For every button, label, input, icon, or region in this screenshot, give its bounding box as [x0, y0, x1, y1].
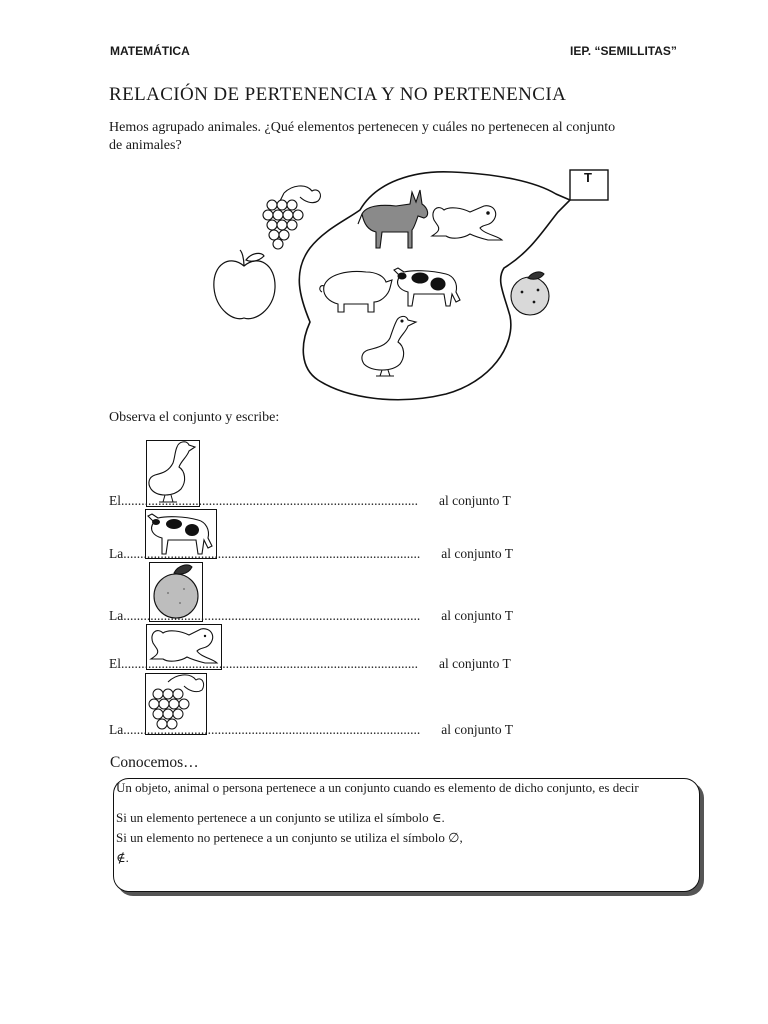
school-label: IEP. “SEMILLITAS”	[570, 44, 677, 58]
subject-label: MATEMÁTICA	[110, 44, 190, 58]
cow-icon	[394, 268, 460, 306]
apple-icon	[214, 250, 275, 319]
exercise-article: La	[109, 722, 124, 737]
definition-line-3: Si un elemento no pertenece a un conjunto se utiliza el símbolo ∅,	[116, 830, 463, 845]
duck-icon	[362, 316, 416, 376]
orange-icon	[511, 272, 549, 315]
conocemos-heading: Conocemos…	[110, 754, 199, 771]
exercise-article: La	[109, 608, 124, 623]
exercise-row-3	[109, 608, 513, 624]
answer-blank[interactable]: ........................................................................................	[123, 608, 421, 623]
definition-line-1: Un objeto, animal o persona pertenece a un conjunto cuando es elemento de dicho conjunto, es decir	[116, 780, 639, 795]
set-label: T	[584, 170, 592, 185]
instruction-text: Observa el conjunto y escribe:	[109, 410, 280, 425]
exercise-article: El	[109, 493, 121, 508]
exercise-row-5	[109, 722, 513, 738]
intro-text: Hemos agrupado animales. ¿Qué elementos pertenecen y cuáles no pertenecen al conjunto de animales?	[109, 120, 616, 153]
grapes-icon	[263, 186, 320, 249]
pig-icon	[320, 272, 392, 312]
exercise-suffix: al conjunto T	[439, 656, 511, 671]
definition-line-4: ∉.	[116, 850, 129, 865]
answer-blank[interactable]: ........................................................................................	[123, 722, 421, 737]
exercise-suffix: al conjunto T	[441, 608, 513, 623]
exercise-suffix: al conjunto T	[441, 722, 513, 737]
exercise-suffix: al conjunto T	[441, 546, 513, 561]
exercise-article: La	[109, 546, 124, 561]
answer-blank[interactable]: ........................................................................................	[121, 493, 418, 508]
exercise-row-1	[109, 493, 511, 509]
answer-blank[interactable]: ........................................................................................	[121, 656, 418, 671]
exercise-row-4	[109, 656, 511, 672]
exercise-row-2	[109, 546, 513, 562]
dog-icon	[432, 206, 502, 240]
exercise-article: El	[109, 656, 121, 671]
page-title: RELACIÓN DE PERTENENCIA Y NO PERTENENCIA	[109, 84, 567, 105]
exercise-suffix: al conjunto T	[439, 493, 511, 508]
definition-line-2: Si un elemento pertenece a un conjunto se utiliza el símbolo ∈.	[116, 810, 445, 825]
set-diagram	[200, 160, 620, 405]
answer-blank[interactable]: ........................................................................................	[123, 546, 421, 561]
